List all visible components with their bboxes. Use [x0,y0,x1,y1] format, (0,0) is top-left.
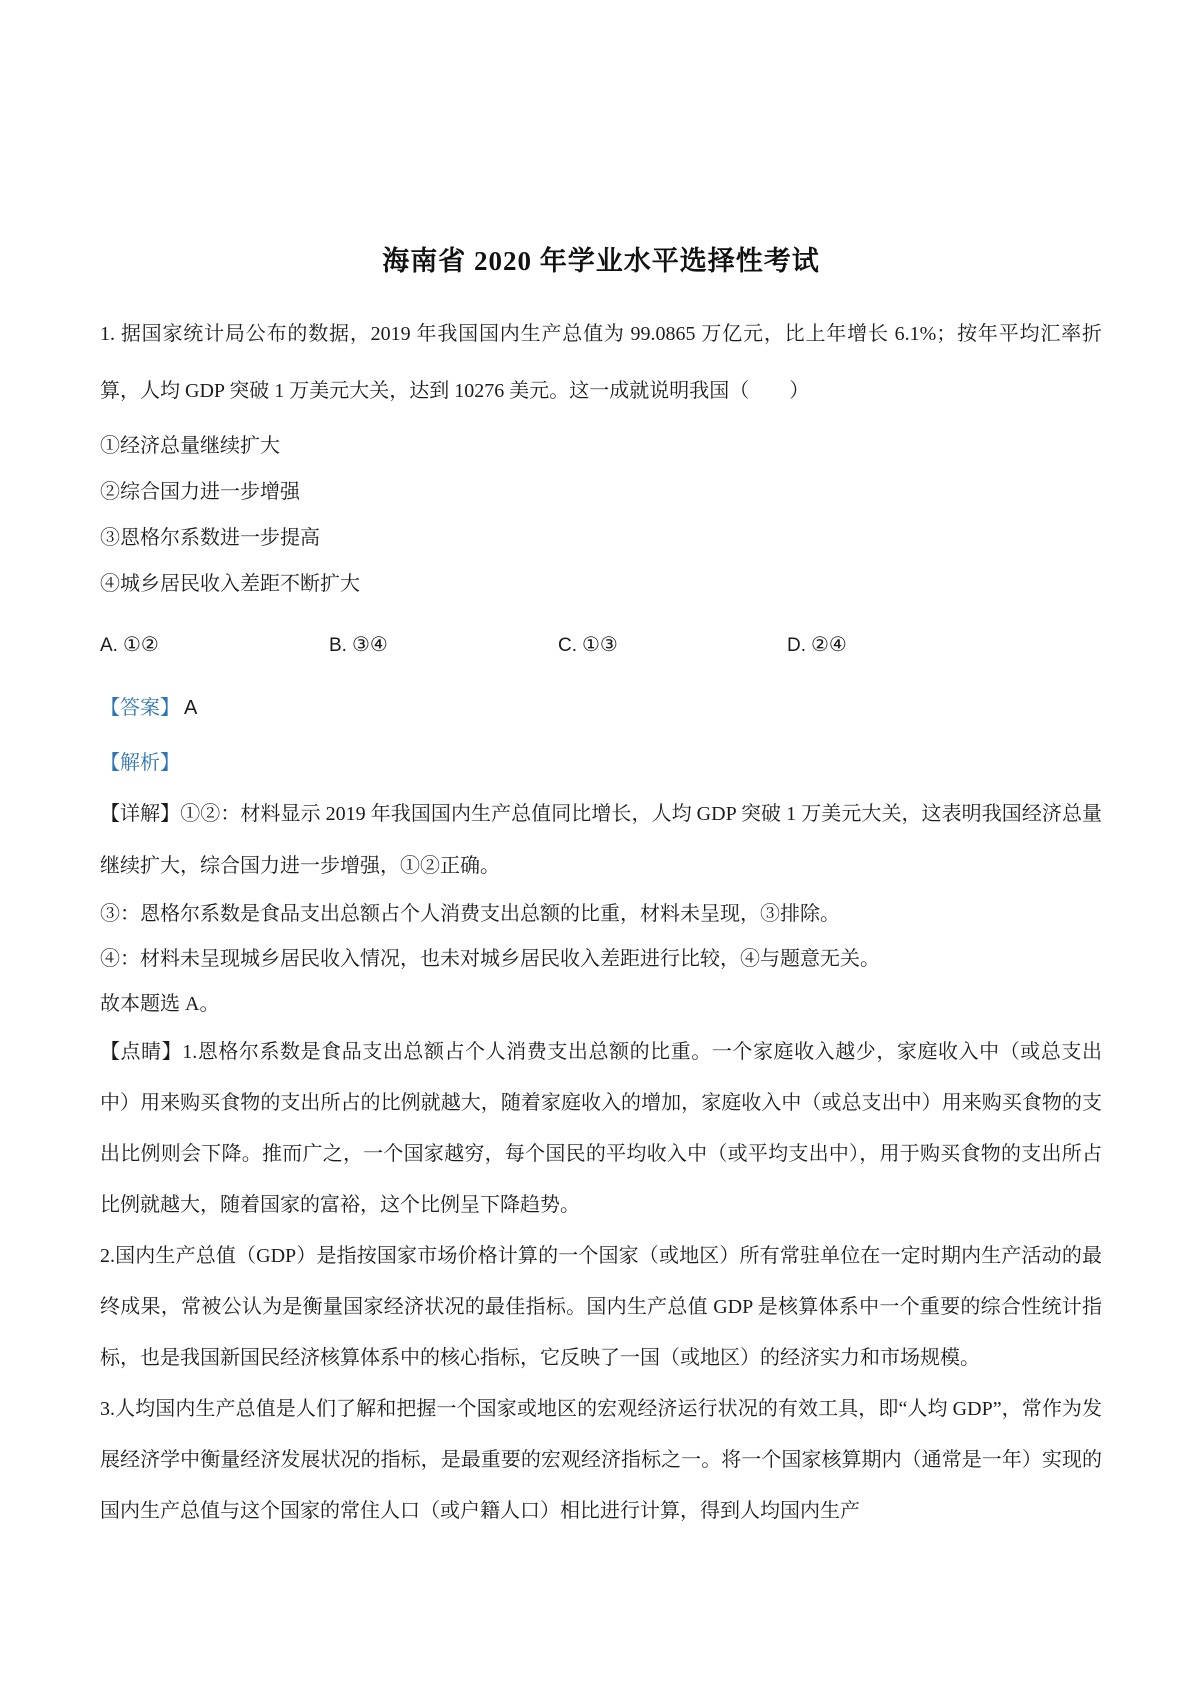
detail-paragraph-1-text: ①②：材料显示 2019 年我国国内生产总值同比增长，人均 GDP 突破 1 万美元大关，这表明我国经济总量继续扩大，综合国力进一步增强，①②正确。 [100,803,1102,877]
choice-c [558,622,787,669]
tip-paragraph-1-text: 1.恩格尔系数是食品支出总额占个人消费支出总额的比重。一个家庭收入越少，家庭收入中（或总支出中）用来购买食物的支出所占的比例就越大，随着家庭收入的增加，家庭收入中（或总支出中）用来购买食物的支出比例则会下降。推而广之，一个国家越穷，每个国民的平均收入中（或平均支出中），用于购买食物的支出所占比例就越大，随着国家的富裕，这个比例呈下降趋势。 [100,1041,1102,1216]
choice-row [100,622,1102,669]
statement-2: ②综合国力进一步增强 [100,481,300,503]
detail-paragraph-3: ④：材料未呈现城乡居民收入情况，也未对城乡居民收入差距进行比较，④与题意无关。 [100,948,880,970]
answer-line [100,685,1102,731]
choice-b-label: B. [329,635,347,656]
tip-paragraph-1 [100,1027,1102,1231]
detail-paragraph-2: ③：恩格尔系数是食品支出总额占个人消费支出总额的比重，材料未呈现，③排除。 [100,903,840,925]
statement-3: ③恩格尔系数进一步提高 [100,527,320,549]
analysis-label: 【解析】 [100,752,180,774]
choice-a [100,622,329,669]
question-number: 1. [100,323,115,345]
question-stem-text: 据国家统计局公布的数据，2019 年我国国内生产总值为 99.0865 万亿元，比上年增长 6.1%；按年平均汇率折算，人均 GDP 突破 1 万美元大关，达到 10276 美元。这一成就说明我国（ ） [100,323,1102,402]
answer-label: 【答案】 [100,697,180,719]
tip-paragraph-2: 2.国内生产总值（GDP）是指按国家市场价格计算的一个国家（或地区）所有常驻单位在一定时期内生产活动的最终成果，常被公认为是衡量国家经济状况的最佳指标。国内生产总值 GDP 是核算体系中一个重要的综合性统计指标，也是我国新国民经济核算体系中的核心指标，它反映了一国（或地区）的经济实力和市场规模。 [100,1245,1102,1369]
detail-label: 【详解】 [100,803,181,825]
choice-b-value: ③④ [351,634,388,656]
question-statements [100,423,1102,607]
tip-paragraph-3: 3.人均国内生产总值是人们了解和把握一个国家或地区的宏观经济运行状况的有效工具，即“人均 GDP”，常作为发展经济学中衡量经济发展状况的指标，是最重要的宏观经济指标之一。将一个国家核算期内（通常是一年）实现的国内生产总值与这个国家的常住人口（或户籍人口）相比进行计算，得到人均国内生产 [100,1398,1102,1522]
tip-label: 【点睛】 [100,1041,183,1063]
analysis-line [100,740,1102,786]
exam-title: 海南省 2020 年学业水平选择性考试 [382,246,820,276]
choice-c-value: ①③ [582,634,618,656]
choice-c-label: C. [558,635,577,656]
statement-4: ④城乡居民收入差距不断扩大 [100,573,360,595]
statement-1: ①经济总量继续扩大 [100,435,280,457]
detail-paragraph-1 [100,788,1102,892]
detail-conclusion: 故本题选 A。 [100,993,220,1015]
choice-d-label: D. [787,635,806,656]
answer-value: A [184,697,198,719]
choice-d-value: ②④ [811,634,847,656]
choice-a-label: A. [100,635,118,656]
question-1-stem [100,306,1102,420]
choice-b [329,622,558,669]
choice-a-value: ①② [122,634,159,656]
choice-d [787,622,1102,669]
